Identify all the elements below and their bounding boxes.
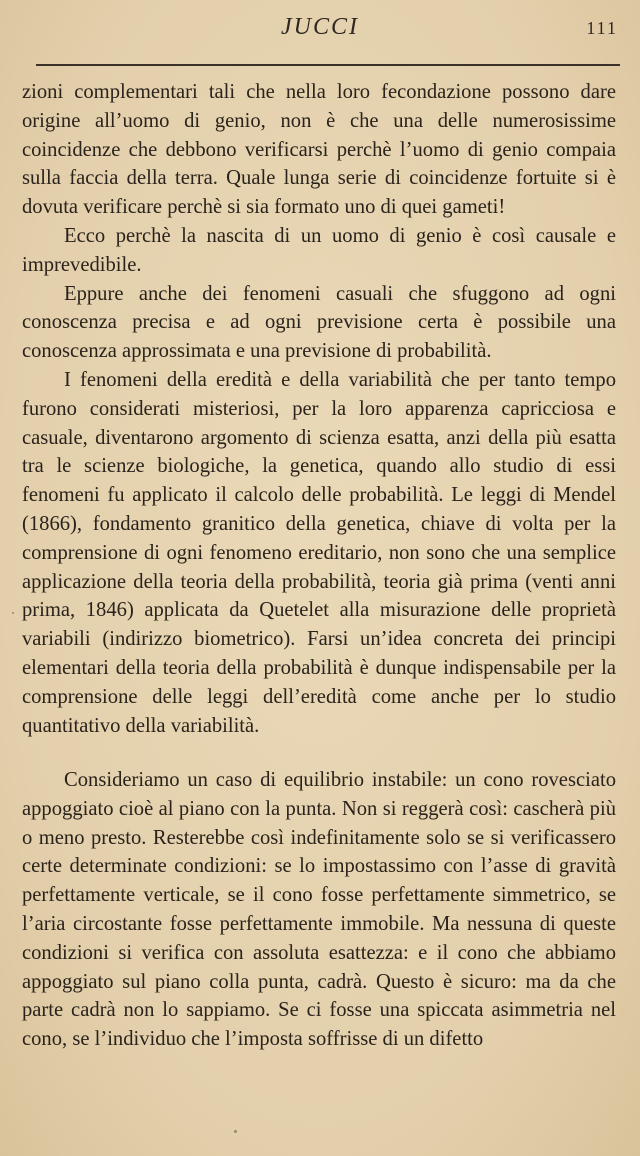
- paper-speck: [12, 612, 14, 614]
- text-block-bottom: [22, 766, 616, 1054]
- running-head-title: JUCCI: [281, 14, 359, 40]
- paragraph: Consideriamo un caso di equilibrio instabile: un cono rovesciato appoggiato cioè al piano con la punta. Non si reggerà così: cascherà più o meno presto. Resterebbe così indefinitamente solo se si verificassero certe determinate condizioni: se lo impostassimo con l’asse di gravità perfettamente verticale, se il cono fosse perfettamente simmetrico, se l’aria circostante fosse perfettamente immobile. Ma nessuna di queste condizioni si verifica con assoluta esattezza: e il cono che abbiamo appoggiato sul piano colla punta, cadrà. Questo è sicuro: ma da che parte cadrà non lo sappiamo. Se ci fosse una spiccata asimmetria nel cono, se l’individuo che l’imposta soffrisse di un difetto: [22, 769, 616, 1051]
- paper-speck: [234, 1130, 237, 1133]
- paragraph: I fenomeni della eredità e della variabilità che per tanto tempo furono considerati misteriosi, per la loro apparenza capricciosa e casuale, diventarono argomento di scienza esatta, anzi della più esatta tra le scienze biologiche, la genetica, quando allo studio di essi fenomeni fu applicato il calcolo delle probabilità. Le leggi di Mendel (1866), fondamento granitico della genetica, chiave di volta per la comprensione di ogni fenomeno ereditario, non sono che una semplice applicazione della teoria della probabilità, teoria già prima (venti anni prima, 1846) applicata da Quetelet alla misurazione delle proprietà variabili (indirizzo biometrico). Farsi un’idea concreta dei principi elementari della teoria della probabilità è dunque indispensabile per la comprensione delle leggi dell’eredità come anche per lo studio quantitativo della variabilità.: [22, 368, 616, 737]
- paragraph: Ecco perchè la nascita di un uomo di genio è così causale e imprevedibile.: [22, 224, 616, 276]
- paragraph: Eppure anche dei fenomeni casuali che sfuggono ad ogni conoscenza precisa e ad ogni previsione certa è possibile una conoscenza approssimata e una previsione di probabilità.: [22, 282, 616, 363]
- page-number: 111: [586, 18, 618, 38]
- text-block-top: [22, 78, 616, 740]
- running-head: [0, 14, 640, 48]
- header-rule: [36, 64, 620, 66]
- paragraph-continuation: zioni complementari tali che nella loro fecondazione possono dare origine all’uomo di genio, non è che una delle numerosissime coincidenze che debbono verificarsi perchè l’uomo di genio compaia sulla faccia della terra. Quale lunga serie di coincidenze fortuite si è dovuta verificare perchè si sia formato uno di quei gameti!: [22, 81, 616, 219]
